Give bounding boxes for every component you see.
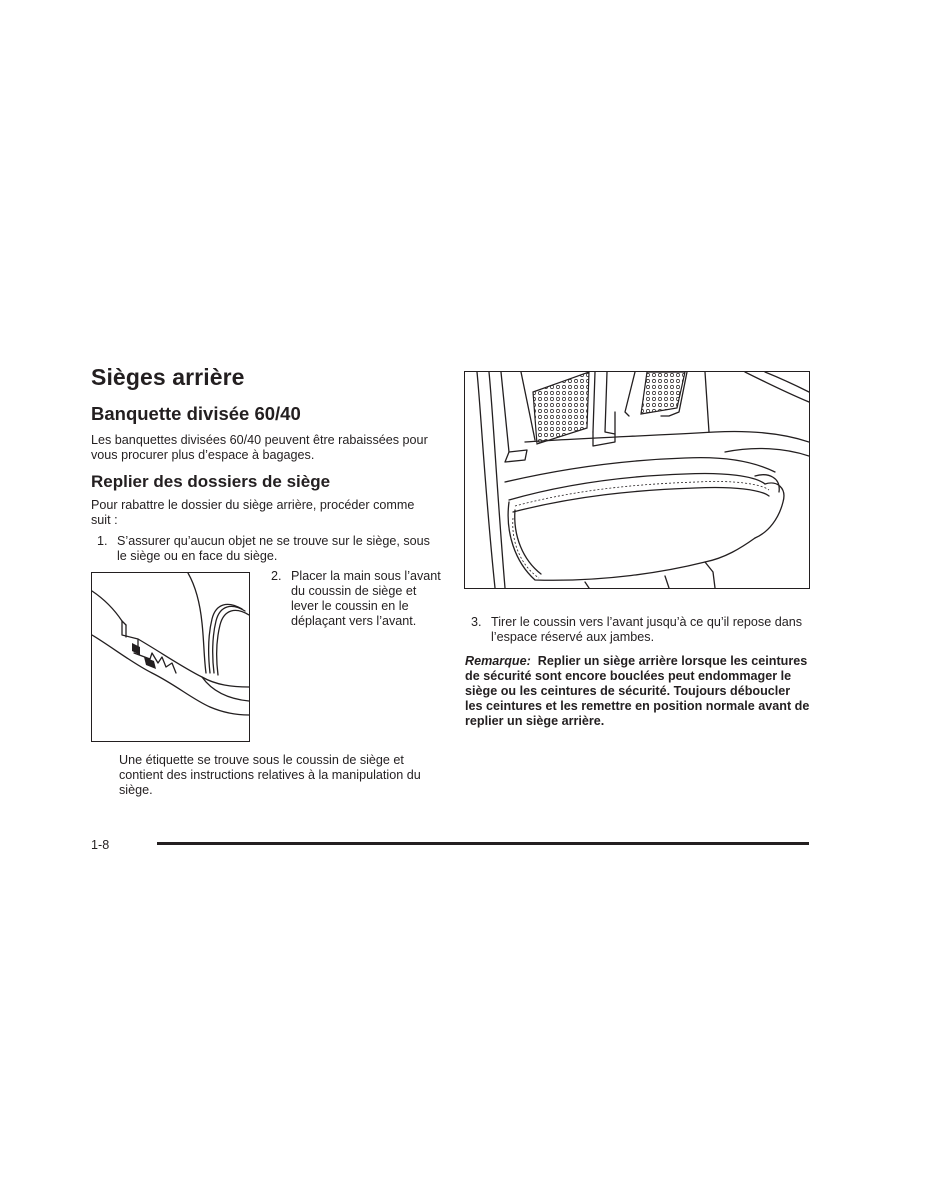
rear-seat-folded-illustration [464, 371, 810, 589]
rear-seat-drawing [465, 372, 809, 588]
step-3 [471, 615, 811, 645]
step-text: Tirer le coussin vers l’avant jusqu’à ce qu’il repose dans l’espace réservé aux jambes. [491, 615, 803, 644]
page-number: 1-8 [91, 838, 110, 852]
step-1 [97, 534, 437, 564]
footer-rule [157, 842, 809, 845]
seat-cushion-lift-illustration [91, 572, 250, 742]
step-number: 1. [97, 534, 108, 548]
warning-label: Remarque: [465, 654, 531, 668]
warning-notice [465, 654, 810, 729]
seat-cushion-lift-drawing [92, 573, 249, 741]
step-text: S’assurer qu’aucun objet ne se trouve sur le siège, sous le siège ou en face du siège. [117, 534, 430, 563]
label-note: Une étiquette se trouve sous le coussin de siège et contient des instructions relatives à la manipulation du siège. [119, 753, 421, 797]
warning-text: Replier un siège arrière lorsque les ceintures de sécurité sont encore bouclées peut endommager le siège ou les ceintures de sécurité. Toujours déboucler les ceintures et les remettre en position normale avant de replier un siège arrière. [465, 654, 810, 728]
subheading-fold-seatbacks: Replier des dossiers de siège [91, 472, 331, 491]
step-2 [271, 569, 441, 629]
step-number: 3. [471, 615, 482, 629]
step-number: 2. [271, 569, 282, 583]
procedure-intro: Pour rabattre le dossier du siège arrière, procéder comme suit : [91, 498, 415, 527]
intro-paragraph: Les banquettes divisées 60/40 peuvent être rabaissées pour vous procurer plus d’espace à bagages. [91, 433, 428, 462]
subheading-split-bench: Banquette divisée 60/40 [91, 403, 301, 424]
section-title: Sièges arrière [91, 364, 245, 390]
step-text: Placer la main sous l’avant du coussin de siège et lever le coussin en le déplaçant vers l’avant. [291, 569, 441, 628]
